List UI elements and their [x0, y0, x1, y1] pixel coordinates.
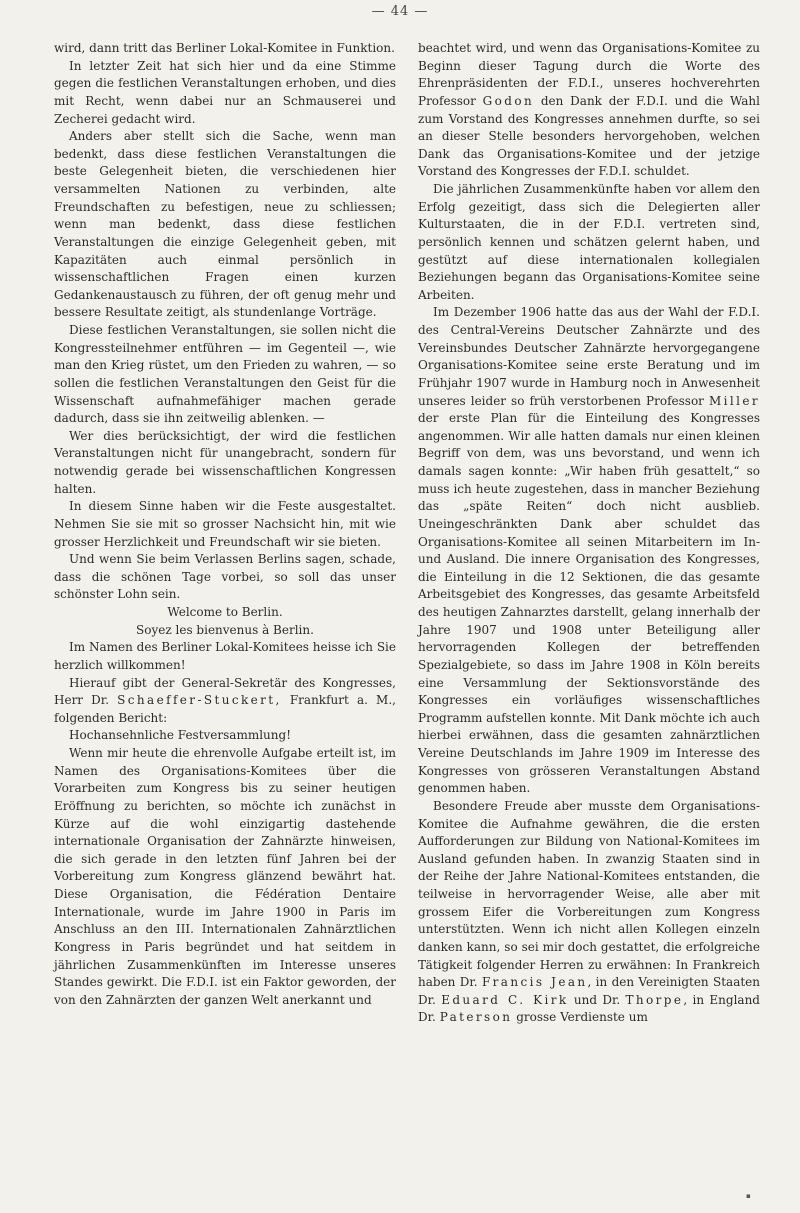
- paragraph: Diese festlichen Veranstaltungen, sie sollen nicht die Kongressteilnehmer entführen — im Gegenteil —, wie man den Krieg rüstet, um den Frieden zu wahren, — so sollen die festlichen Veranstaltungen den Geist für die Wissenschaft aufnahmefähiger machen gerade dadurch, dass sie ihn zeitweilig ablenken. —: [54, 323, 396, 426]
- welcome-french: Soyez les bienvenus à Berlin.: [136, 622, 314, 637]
- page-number: — 44 —: [371, 4, 429, 19]
- text-run: Im Dezember 1906 hatte das aus der Wahl der F.D.I. des Central-Vereins Deutscher Zahnärzte und des Vereinsbundes Deutscher Zahnärzte hervorgegangene Organisations-Komitee seine erste Beratung und im Frühjahr 1907 wurde in Hamburg noch in Anwesenheit unseres leider so früh verstorbenen Professor: [418, 305, 760, 408]
- text-run: Besondere Freude aber musste dem Organisations-Komitee die Aufnahme gewähren, die die ersten Aufforderungen zur Bildung von National-Komitees im Ausland gefunden haben. In zwanzig Staaten sind in der Reihe der Jahre National-Komitees entstanden, die teilweise in hervorragender Weise, alle aber mit grossem Eifer die Vorbereitungen zum Kongress unterstützten. Wenn ich nicht allen Kollegen einzeln danken kann, so sei mir doch gestattet, die erfolgreiche Tätigkeit folgender Herren zu erwähnen: In Frankreich haben Dr.: [418, 798, 760, 990]
- text-run: grosse Verdienste um: [516, 1010, 648, 1025]
- paragraph: In diesem Sinne haben wir die Feste ausgestaltet. Nehmen Sie sie mit so grosser Nachsicht hin, mit wie grosser Herzlichkeit und Freundschaft wir sie bieten.: [54, 499, 396, 549]
- print-speck: ▪: [746, 1192, 751, 1200]
- salutation: Hochansehnliche Festversammlung!: [69, 728, 292, 743]
- paragraph: Wenn mir heute die ehrenvolle Aufgabe erteilt ist, im Namen des Organisations-Komitees über die Vorarbeiten zum Kongress bis zu seiner heutigen Eröffnung zu berichten, so möchte ich zunächst in Kürze auf die wohl einzigartig dastehende internationale Organisation der Zahnärzte hinweisen, die sich gerade in den letzten fünf Jahren bei der Vorbereitung zum Kongress glänzend bewährt hat. Diese Organisation, die Fédération Dentaire Internationale, wurde im Jahre 1900 in Paris im Anschluss an den III. Internationalen Zahnärztlichen Kongress in Paris begründet und hat seitdem in jährlichen Zusammenkünften im Interesse unseres Standes gewirkt. Die F.D.I. ist ein Faktor geworden, der von den Zahnärzten der ganzen Welt anerkannt und: [54, 746, 396, 1007]
- paragraph: [54, 675, 396, 728]
- text-run: Hierauf gibt der General-Sekretär des Kongresses, Herr Dr.: [54, 675, 396, 708]
- text-run: der erste Plan für die Einteilung des Kongresses angenommen. Wir alle hatten damals nur einen kleinen Begriff von dem, was uns bevorstand, und wenn ich damals sagen konnte: „Wir haben früh gesattelt,“ so muss ich heute zugestehen, dass in mancher Beziehung das „späte Reiten“ doch nicht ausblieb. Uneingeschränkten Dank aber schuldet das Organisations-Komitee all seinen Mitarbeitern im In- und Ausland. Die innere Organisation des Kongresses, die Einteilung in die 12 Sektionen, die das gesamte Arbeitsgebiet des Kongresses, das gesamte Arbeitsfeld des heutigen Zahnarztes darstellt, gelang innerhalb der Jahre 1907 und 1908 unter Beteiligung aller hervorragenden Kollegen der betreffenden Spezialgebiete, so dass im Jahre 1908 in Köln bereits eine Versammlung der Sektionsvorstände des Kongresses ein vorläufiges wissenschaftliches Programm aufstellen konnte. Mit Dank möchte ich auch hierbei erwähnen, dass die gesamten zahnärztlichen Vereine Deutschlands im Jahre 1909 im Interesse des Kongresses von grösseren Veranstaltungen Abstand genommen haben.: [418, 411, 760, 796]
- text-run: und Dr.: [573, 992, 621, 1007]
- right-column: [418, 40, 760, 1027]
- welcome-english: Welcome to Berlin.: [167, 605, 283, 619]
- person-name: Schaeffer-Stuckert,: [117, 693, 282, 708]
- paragraph: wird, dann tritt das Berliner Lokal-Komitee in Funktion.: [54, 41, 395, 55]
- person-name: Thorpe: [625, 992, 684, 1007]
- paragraph: Im Namen des Berliner Lokal-Komitees heisse ich Sie herzlich willkommen!: [54, 640, 396, 672]
- person-name: Francis Jean: [481, 975, 588, 990]
- paragraph: Und wenn Sie beim Verlassen Berlins sagen, schade, dass die schönen Tage vorbei, so soll das unser schönster Lohn sein.: [54, 552, 396, 602]
- person-name: Godon: [482, 93, 535, 108]
- text-run: Frankfurt a. M., folgenden Bericht:: [54, 693, 396, 725]
- paragraph: Wer dies berücksichtigt, der wird die festlichen Veranstaltungen nicht für unangebracht, sondern für notwendig gerade bei wissenschaftlichen Kongressen halten.: [54, 428, 396, 496]
- text-run: den Dank der F.D.I. und die Wahl zum Vorstand des Kongresses annehmen durfte, so sei an dieser Stelle besonders hervorgehoben, welchen Dank das Organisations-Komitee und der jetzige Vorstand des Kongresses der F.D.I. schuldet.: [418, 93, 760, 179]
- left-column: [54, 40, 396, 1009]
- paragraph: Anders aber stellt sich die Sache, wenn man bedenkt, dass diese festlichen Veranstaltungen die beste Gelegenheit bieten, die verschiedenen hier versammelten Nationen zu verbinden, alte Freundschaften zu befestigen, neue zu schliessen; wenn man bedenkt, dass diese festlichen Veranstaltungen die einzige Gelegenheit geben, mit Kapazitäten auch einmal persönlich in wissenschaftlichen Fragen einen kurzen Gedankenaustausch zu führen, der oft genug mehr und bessere Resultate zeitigt, als stundenlange Vorträge.: [54, 129, 396, 320]
- paragraph: [418, 304, 760, 798]
- person-name: Eduard C. Kirk: [441, 992, 569, 1007]
- paragraph: In letzter Zeit hat sich hier und da eine Stimme gegen die festlichen Veranstaltungen erhoben, und dies mit Recht, wenn dabei nur an Schmauserei und Zecherei gedacht wird.: [54, 58, 396, 126]
- text-run: , in England Dr.: [418, 992, 760, 1025]
- paragraph: [418, 798, 760, 1027]
- person-name: Miller: [708, 393, 760, 408]
- person-name: Paterson: [439, 1010, 513, 1025]
- paragraph: Die jährlichen Zusammenkünfte haben vor allem den Erfolg gezeitigt, dass sich die Delegierten aller Kulturstaaten, die in der F.D.I. vertreten sind, persönlich kennen und schätzen gelernt haben, und gestützt auf diese internationalen kollegialen Beziehungen begann das Organisations-Komitee seine Arbeiten.: [418, 182, 760, 302]
- paragraph: [418, 40, 760, 181]
- text-run: beachtet wird, und wenn das Organisations-Komitee zu Beginn dieser Tagung durch die Worte des Ehrenpräsidenten der F.D.I., unseres hochverehrten Professor: [418, 41, 760, 108]
- text-run: , in den Vereinigten Staaten Dr.: [418, 975, 760, 1007]
